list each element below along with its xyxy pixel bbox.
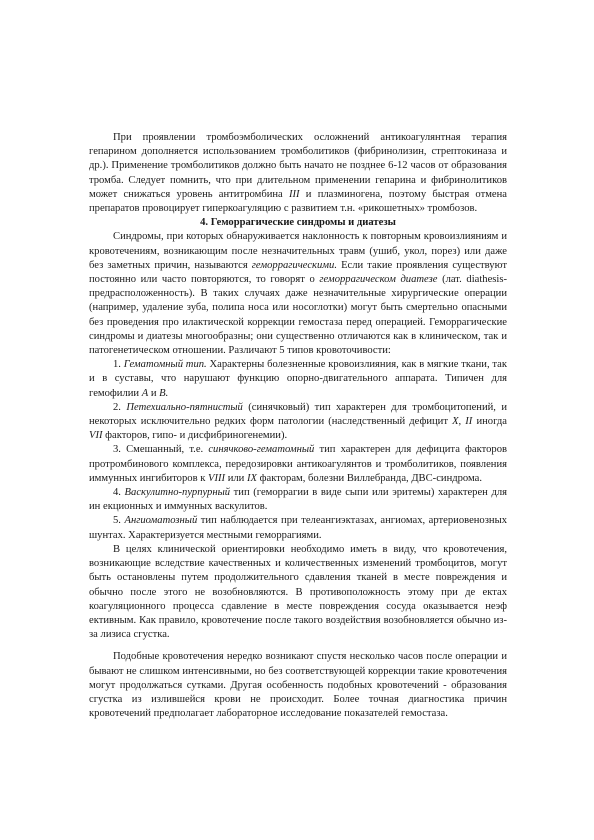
document-page: [89, 131, 507, 721]
text-run-italic: VIII: [208, 472, 226, 484]
text-run-italic: геморрагическими.: [251, 259, 338, 271]
text-run-italic: А: [141, 387, 149, 399]
text-run: 1.: [113, 359, 124, 371]
text-run: Если такие проявления существуют постоянно или часто повторяются, то говорят о: [89, 259, 507, 286]
section-heading: 4. Геморрагические синдромы и диатезы: [200, 217, 396, 229]
section-paragraph-2: В целях клинической ориентировки необходимо иметь в виду, что кровотечения, возникающие вследствие качественных и количественных изменений тромбоцитов, могут быть остановлены путем продолжительного сдавления тканей в месте повреждения и обычно после этого не возобновляются. В противоположность этому при де ектах коагуляционного процесса сдавление в месте повреждения сосуда оказывается неэф ективным. Как правило, кровотечение после такого воздействия возобновляется обычно из-за лизиса сгустка.: [89, 543, 507, 641]
text-run: тип наблюдается при телеангиэктазах, ангиомах, артериовенозных шунтах. Характеризуется местными геморрагиями.: [89, 515, 508, 541]
text-run-italic: Васкулитно-пурпурный: [124, 487, 231, 499]
text-run-italic: синячково-гематомный: [208, 444, 315, 456]
type-4-paragraph: [89, 486, 507, 514]
text-run: Синдромы, при которых обнаруживается наклонность к повторным кровоизлияниям и кровотечениям, возникающим после незначительных травм (ушиб, укол, порез) или даже без заметных причин, называются: [89, 231, 507, 271]
text-run-italic: IX: [247, 472, 258, 484]
text-run: 3. Смешанный, т.е.: [113, 444, 209, 456]
text-run-italic: Гематомный тип.: [123, 359, 207, 371]
intro-paragraph: [89, 131, 507, 216]
text-run: 5.: [113, 515, 125, 527]
text-run: 2.: [113, 401, 127, 413]
type-3-paragraph: [89, 443, 507, 486]
text-run-italic: Ангиоматозный: [124, 515, 198, 527]
text-run: и плазминогена, поэтому быстрая отмена препаратов провоцирует гиперкоагуляцию с развитием т.н. «рикошетных» тромбозов.: [89, 188, 507, 215]
text-run: Характерны болезненные кровоизлияния, как в мягкие ткани, так и в суставы, что нарушают функцию опорно-двигательного аппарата. Типичен для гемофилии: [89, 359, 508, 399]
text-run: (лат. diathesis-предрасположенность). В таких случаях даже незначительные хирургические операции (например, удаление зуба, полипа носа или носоглотки) могут быть смертельно опасными без проведения про илактической коррекции гемостаза перед операцией. Геморрагические синдромы и диатезы многообразны; они существенно отличаются как в клиническом, так и патогенетическом отношении. Различают 5 типов кровоточивости:: [89, 274, 507, 357]
text-run: факторов, гипо- и дисфибриногенемии).: [102, 430, 288, 442]
text-run-italic: геморрагическом диатезе: [319, 274, 438, 286]
text-run: (синячковый) тип характерен для тромбоцитопений, и некоторых исключительно редких форм патологии (наследственный дефицит: [89, 401, 508, 428]
text-run-italic: Петехиально-пятнистый: [126, 401, 243, 413]
text-run: иногда: [472, 416, 507, 428]
text-run: тип характерен для дефицита факторов протромбинового комплекса, передозировки антикоагулянтов и тромболитиков, появления иммунных ингибиторов к: [89, 444, 507, 484]
text-run-italic: III: [288, 188, 300, 200]
text-run: тип (геморрагии в виде сыпи или эритемы) характерен для ин екционных и иммунных васкулитов.: [89, 487, 507, 513]
text-run: и: [148, 387, 160, 399]
text-run: факторам, болезни Виллебранда, ДВС-синдрома.: [257, 472, 483, 484]
section-paragraph-3: Подобные кровотечения нередко возникают спустя несколько часов после операции и бывают не слишком интенсивными, но без соответствующей коррекции такие кровотечения могут продолжаться сутками. Другая особенность подобных кровотечений - образования сгустка из излившейся крови не происходит. Более точная диагностика причин кровотечений предполагает лабораторное исследование показателей гемостаза.: [89, 651, 507, 720]
text-run: При проявлении тромбоэмболических осложнений антикоагулянтная терапия гепарином дополняется использованием тромболитиков (фибринолизин, стрептокиназа и др.). Применение тромболитиков должно быть начато не позднее 6-12 часов от образования тромба. Следует помнить, что при длительном применении гепарина и фибринолитиков может снижаться уровень антитромбина: [89, 132, 507, 200]
text-run-italic: X, II: [452, 416, 473, 428]
text-run-italic: В.: [159, 387, 169, 399]
text-run: 4.: [113, 487, 125, 499]
section-paragraph-1: [89, 230, 507, 358]
text-run: или: [225, 472, 248, 484]
text-run-italic: VII: [89, 430, 103, 442]
type-1-paragraph: [89, 358, 507, 401]
type-2-paragraph: [89, 401, 507, 444]
type-5-paragraph: [89, 514, 507, 542]
